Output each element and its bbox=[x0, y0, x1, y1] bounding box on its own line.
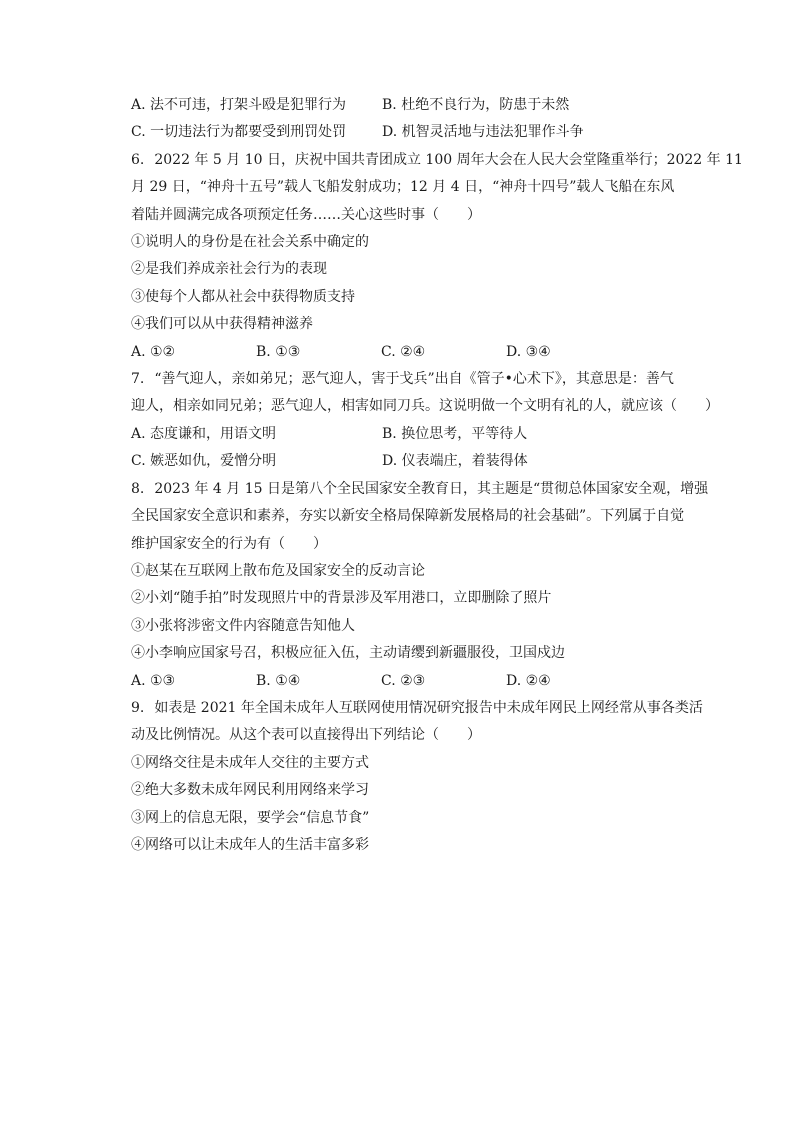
q8-stem-line-3: 维护国家安全的行为有（ ） bbox=[131, 535, 327, 552]
q9-stem-text-1: 如表是 2021 年全国未成年人互联网使用情况研究报告中未成年网民上网经常从事各类活 bbox=[154, 699, 703, 716]
q8-options bbox=[131, 668, 697, 695]
q5-option-d: D. 机智灵活地与违法犯罪作斗争 bbox=[382, 124, 584, 141]
q5-options-row-2 bbox=[131, 119, 697, 146]
q6-option-a: A. ①② bbox=[131, 343, 176, 360]
q9-statement-3: ③网上的信息无限，要学会“信息节食” bbox=[131, 809, 370, 826]
q7-option-a: A. 态度谦和，用语文明 bbox=[131, 425, 277, 442]
q8-option-a: A. ①③ bbox=[131, 672, 176, 689]
q6-statement-4: ④我们可以从中获得精神滋养 bbox=[131, 316, 313, 333]
q9-statement-4: ④网络可以让未成年人的生活丰富多彩 bbox=[131, 836, 369, 853]
q6-option-d: D. ③④ bbox=[506, 343, 551, 360]
q9-stem-line-1 bbox=[131, 695, 703, 722]
q8-statement-2: ②小刘“随手拍”时发现照片中的背景涉及军用港口，立即删除了照片 bbox=[131, 590, 552, 607]
q6-option-b: B. ①③ bbox=[256, 343, 301, 360]
q6-statement-1: ①说明人的身份是在社会关系中确定的 bbox=[131, 234, 369, 251]
q8-statement-1: ①赵某在互联网上散布危及国家安全的反动言论 bbox=[131, 562, 425, 579]
q7-options-row-2 bbox=[131, 448, 697, 475]
q8-number: 8. bbox=[131, 480, 145, 497]
q6-number: 6. bbox=[131, 151, 145, 168]
q8-option-d: D. ②④ bbox=[506, 672, 551, 689]
q8-stem-line-2: 全民国家安全意识和素养，夯实以新安全格局保障新发展格局的社会基础”。下列属于自觉 bbox=[131, 508, 685, 525]
q8-stem-line-1 bbox=[131, 476, 709, 503]
q9-statement-2: ②绝大多数未成年网民利用网络来学习 bbox=[131, 782, 369, 799]
q8-statement-3: ③小张将涉密文件内容随意告知他人 bbox=[131, 617, 355, 634]
q7-stem-text-1: “善气迎人，亲如弟兄；恶气迎人，害于戈兵”出自《管子•心术下》，其意思是：善气 bbox=[154, 371, 674, 388]
q7-stem-line-2: 迎人，相亲如同兄弟；恶气迎人，相害如同刀兵。这说明做一个文明有礼的人，就应该（ ） bbox=[131, 398, 719, 415]
q9-number: 9. bbox=[131, 699, 145, 716]
q5-option-b: B. 杜绝不良行为，防患于未然 bbox=[382, 97, 570, 113]
q7-option-b: B. 换位思考，平等待人 bbox=[382, 425, 528, 442]
q6-statement-2: ②是我们养成亲社会行为的表现 bbox=[131, 261, 327, 278]
q5-option-a: A. 法不可违，打架斗殴是犯罪行为 bbox=[131, 97, 347, 113]
q9-statement-1: ①网络交往是未成年人交往的主要方式 bbox=[131, 754, 369, 771]
q6-stem-line-2: 月 29 日，“神舟十五号”载人飞船发射成功；12 月 4 日，“神舟十四号”载人飞船在东风 bbox=[131, 179, 675, 196]
q6-options bbox=[131, 339, 697, 366]
q5-option-c: C. 一切违法行为都要受到刑罚处罚 bbox=[131, 124, 347, 141]
q7-stem-line-1 bbox=[131, 366, 697, 393]
q7-option-d: D. 仪表端庄，着装得体 bbox=[382, 453, 528, 470]
q7-option-c: C. 嫉恶如仇，爱憎分明 bbox=[131, 453, 277, 470]
q6-stem-line-1 bbox=[131, 147, 743, 174]
q6-option-c: C. ②④ bbox=[381, 343, 426, 360]
q7-number: 7. bbox=[131, 371, 145, 388]
q5-options-row-1 bbox=[131, 92, 697, 119]
q8-stem-text-1: 2023 年 4 月 15 日是第八个全民国家安全教育日，其主题是“贯彻总体国家安全观，增强 bbox=[154, 480, 709, 497]
q8-option-c: C. ②③ bbox=[381, 672, 426, 689]
q6-stem-text-1: 2022 年 5 月 10 日，庆祝中国共青团成立 100 周年大会在人民大会堂隆重举行；2022 年 11 bbox=[154, 151, 743, 168]
q6-statement-3: ③使每个人都从社会中获得物质支持 bbox=[131, 288, 355, 305]
q7-options-row-1 bbox=[131, 421, 697, 448]
q6-stem-line-3: 着陆并圆满完成各项预定任务……关心这些时事（ ） bbox=[131, 206, 481, 223]
q8-statement-4: ④小李响应国家号召，积极应征入伍，主动请缨到新疆服役，卫国戍边 bbox=[131, 645, 565, 662]
q8-option-b: B. ①④ bbox=[256, 672, 301, 689]
page-content bbox=[131, 92, 743, 859]
q9-stem-line-2: 动及比例情况。从这个表可以直接得出下列结论（ ） bbox=[131, 727, 481, 744]
